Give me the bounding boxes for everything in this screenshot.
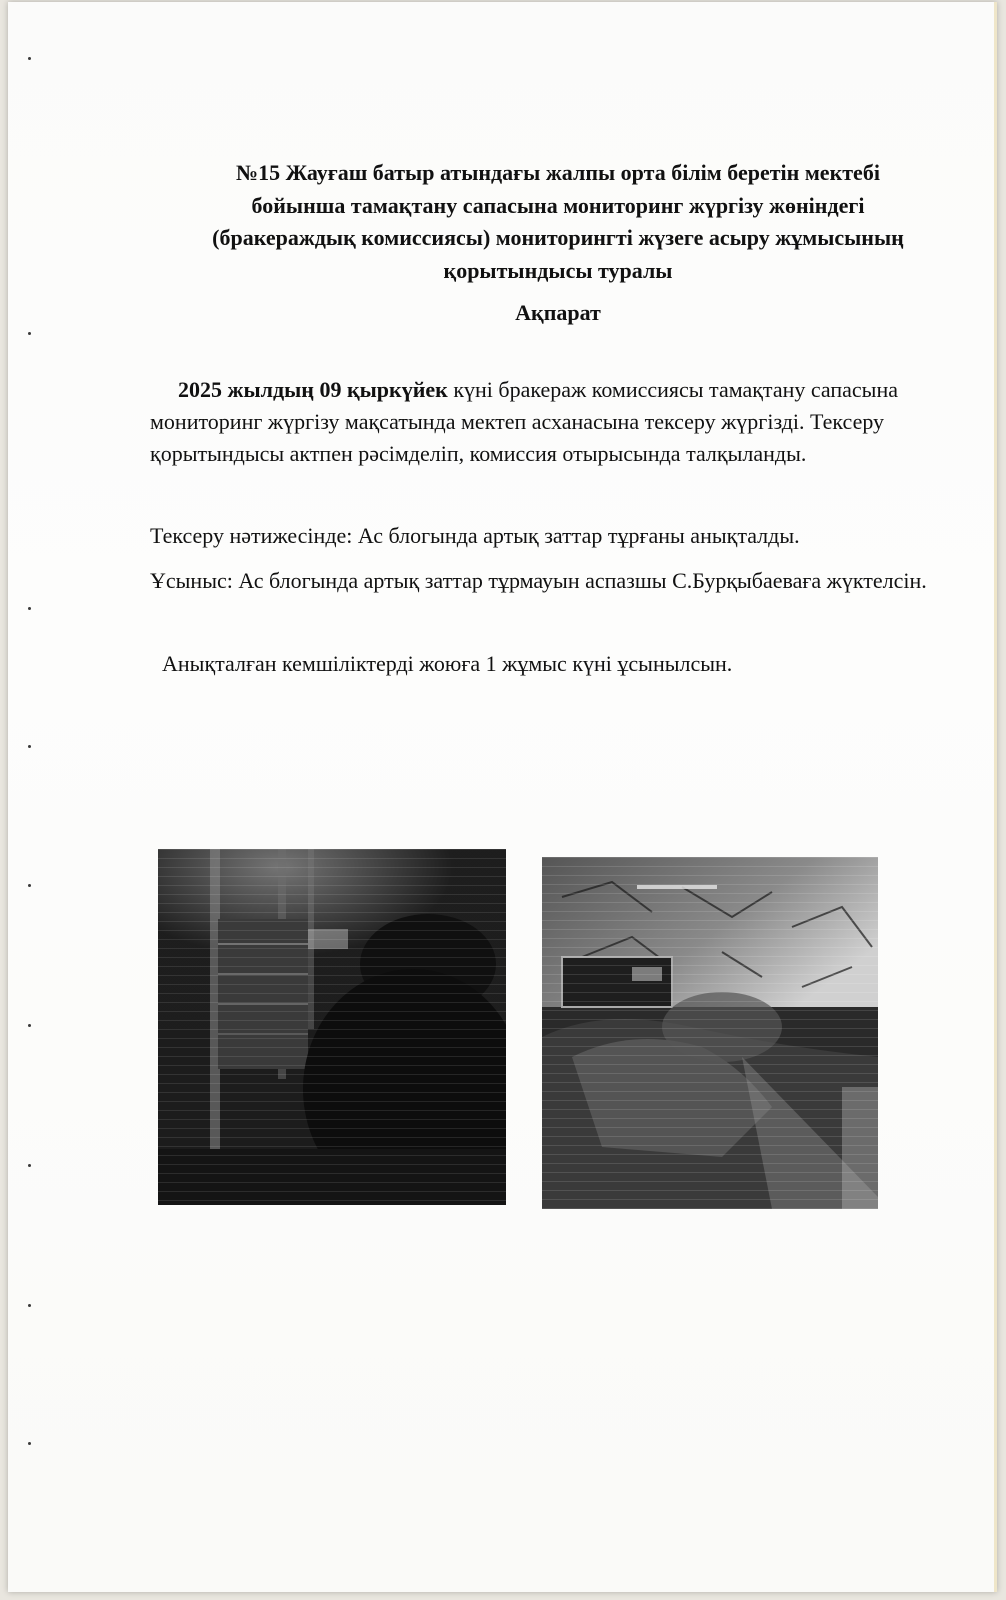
margin-dot xyxy=(28,1164,31,1167)
margin-dot xyxy=(28,607,31,610)
margin-dot xyxy=(28,884,31,887)
inspection-date: 2025 жылдың 09 қыркүйек xyxy=(178,377,448,402)
title-line: №15 Жауғаш батыр атындағы жалпы орта білім беретін мектебі xyxy=(236,160,880,185)
paragraph-inspection xyxy=(150,374,940,470)
paragraph-deadline: Анықталған кемшіліктерді жоюға 1 жұмыс күні ұсынылсын. xyxy=(162,651,733,676)
margin-dot xyxy=(28,332,31,335)
title-line: қорытындысы туралы xyxy=(443,257,673,283)
document-page xyxy=(8,2,997,1592)
margin-dot xyxy=(28,1442,31,1445)
kitchen-photo-left xyxy=(158,849,506,1205)
photo-right-image xyxy=(542,857,878,1209)
document-title xyxy=(158,157,958,287)
margin-dot xyxy=(28,1024,31,1027)
margin-dot xyxy=(28,1304,31,1307)
title-line: бойынша тамақтану сапасына мониторинг жүргізу жөніндегі xyxy=(251,192,865,218)
margin-dot xyxy=(28,57,31,60)
paragraph-result: Тексеру нәтижесінде: Ас блогында артық заттар тұрғаны анықталды. xyxy=(150,523,800,548)
document-subtitle: Ақпарат xyxy=(515,300,601,325)
photo-left-image xyxy=(158,849,506,1205)
margin-dot xyxy=(28,745,31,748)
kitchen-photo-right xyxy=(542,857,878,1209)
inspection-text: күні бракераж комиссиясы тамақтану сапасына мониторинг жүргізу мақсатында мектеп асханасына тексеру жүргізді. Тексеру қорытындысы актпен рәсімделіп, комиссия отырысында талқыланды. xyxy=(150,377,898,466)
title-line: (бракераждық комиссиясы) мониторингті жүзеге асыру жұмысының xyxy=(212,225,904,250)
paragraph-recommendation: Ұсыныс: Ас блогында артық заттар тұрмауын аспазшы С.Бурқыбаеваға жүктелсін. xyxy=(150,568,927,593)
